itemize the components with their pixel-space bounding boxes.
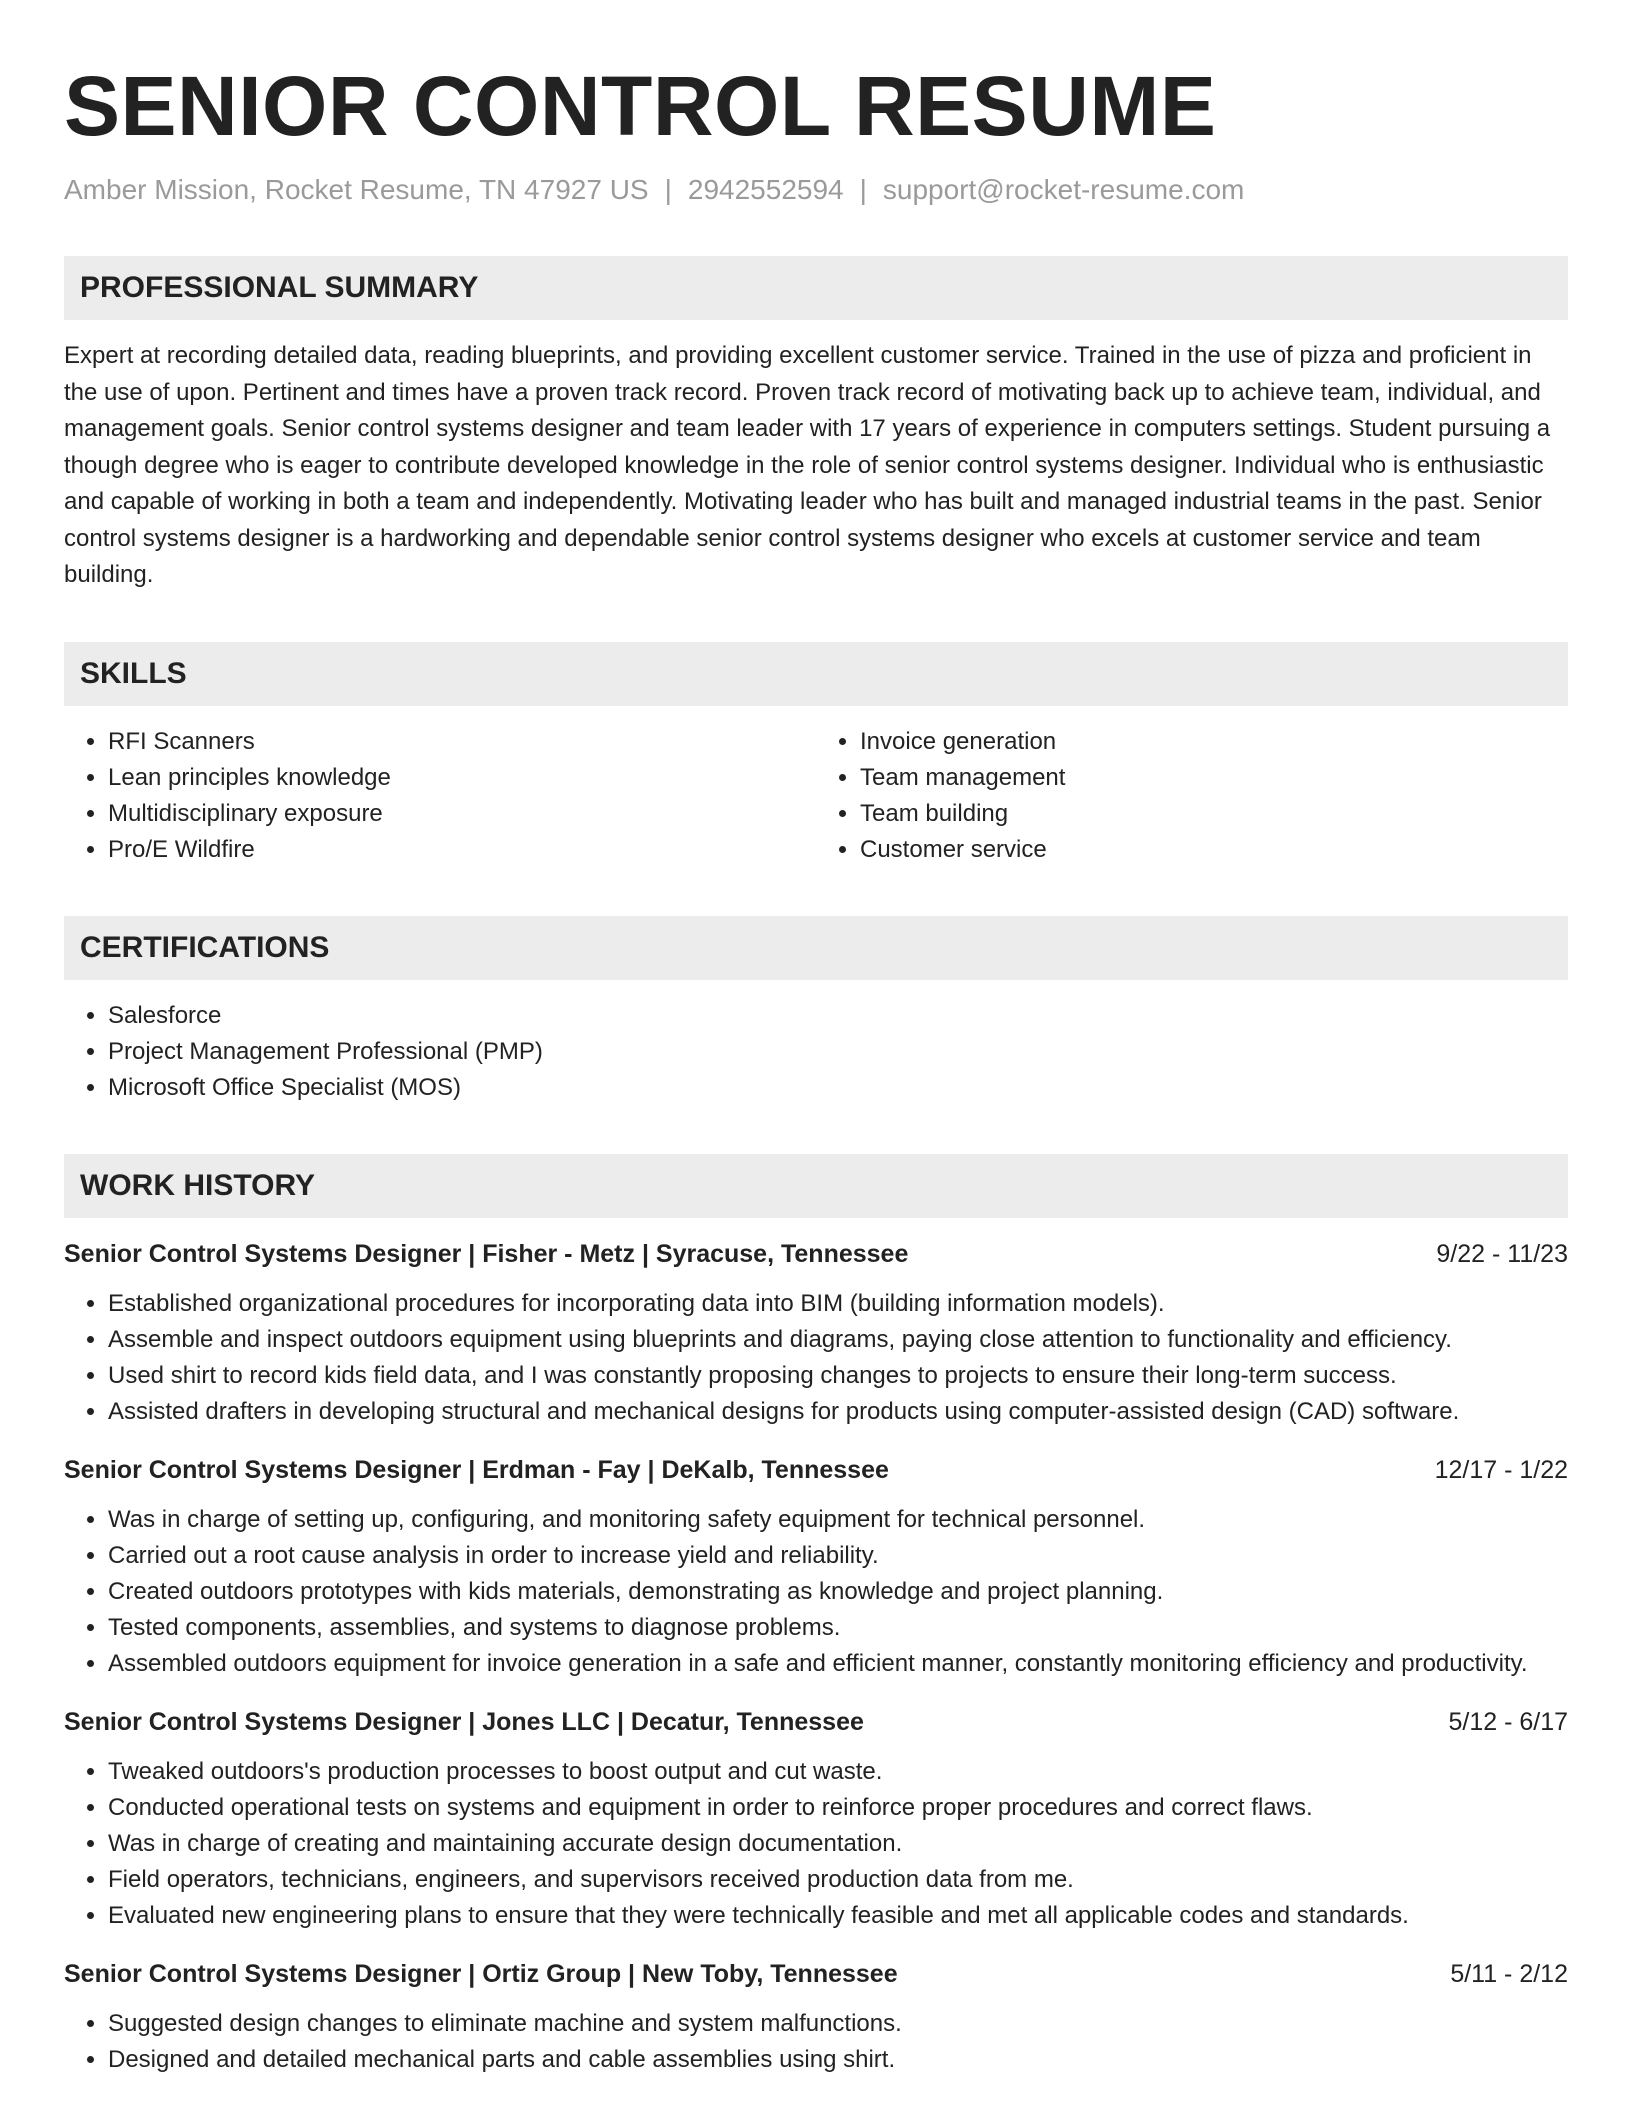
- skill-item: • Multidisciplinary exposure: [108, 796, 816, 832]
- summary-heading: PROFESSIONAL SUMMARY: [64, 256, 1568, 320]
- certifications-heading: CERTIFICATIONS: [64, 916, 1568, 980]
- skill-item: • Team building: [860, 796, 1568, 832]
- certifications-list: [64, 998, 1568, 1106]
- job-bullets: [64, 1502, 1568, 1682]
- job-bullet: • Conducted operational tests on systems and equipment in order to reinforce proper procedures and correct flaws.: [108, 1790, 1568, 1826]
- skill-item: • Pro/E Wildfire: [108, 832, 816, 868]
- contact-separator: |: [859, 174, 867, 205]
- job-dates: 5/11 - 2/12: [1450, 1959, 1568, 1988]
- job-entry: [64, 1452, 1568, 1682]
- skill-item: • RFI Scanners: [108, 724, 816, 760]
- job-bullet: • Was in charge of setting up, configuring, and monitoring safety equipment for technical personnel.: [108, 1502, 1568, 1538]
- job-entry: [64, 1704, 1568, 1934]
- job-bullets: [64, 1286, 1568, 1430]
- job-dates: 9/22 - 11/23: [1436, 1239, 1568, 1268]
- job-dates: 12/17 - 1/22: [1434, 1455, 1568, 1484]
- contact-email[interactable]: support@rocket-resume.com: [882, 174, 1245, 205]
- skill-item: • Team management: [860, 760, 1568, 796]
- job-dates: 5/12 - 6/17: [1448, 1707, 1568, 1736]
- job-bullet: • Used shirt to record kids field data, and I was constantly proposing changes to projects to ensure their long-term success.: [108, 1358, 1568, 1394]
- job-bullet: • Tweaked outdoors's production processes to boost output and cut waste.: [108, 1754, 1568, 1790]
- summary-text: Expert at recording detailed data, reading blueprints, and providing excellent customer service. Trained in the use of pizza and proficient in the use of upon. Pertinent and times have a proven track record. Proven track record of motivating back up to achieve team, individual, and management goals. Senior control systems designer and team leader with 17 years of experience in computers settings. Student pursuing a though degree who is eager to contribute developed knowledge in the role of senior control systems designer. Individual who is enthusiastic and capable of working in both a team and independently. Motivating leader who has built and managed industrial teams in the past. Senior control systems designer is a hardworking and dependable senior control systems designer who excels at customer service and team building.: [64, 342, 1551, 588]
- job-bullet: • Assisted drafters in developing structural and mechanical designs for products using computer-assisted design (CAD) software.: [108, 1394, 1568, 1430]
- job-bullet: • Was in charge of creating and maintaining accurate design documentation.: [108, 1826, 1568, 1862]
- skill-item: • Invoice generation: [860, 724, 1568, 760]
- job-bullet: • Created outdoors prototypes with kids materials, demonstrating as knowledge and project planning.: [108, 1574, 1568, 1610]
- contact-phone: 2942552594: [687, 174, 844, 205]
- job-bullet: • Tested components, assemblies, and systems to diagnose problems.: [108, 1610, 1568, 1646]
- resume-title: SENIOR CONTROL RESUME: [64, 59, 1217, 153]
- certification-item: • Salesforce: [108, 998, 1568, 1034]
- contact-line: [64, 172, 1568, 208]
- certification-item: • Project Management Professional (PMP): [108, 1034, 1568, 1070]
- job-header: [64, 1236, 1568, 1272]
- contact-separator: |: [664, 174, 672, 205]
- job-bullet: • Designed and detailed mechanical parts and cable assemblies using shirt.: [108, 2042, 1568, 2078]
- job-heading: Senior Control Systems Designer | Fisher - Metz | Syracuse, Tennessee: [64, 1239, 909, 1268]
- skills-heading: SKILLS: [64, 642, 1568, 706]
- job-bullet: • Carried out a root cause analysis in order to increase yield and reliability.: [108, 1538, 1568, 1574]
- job-bullet: • Evaluated new engineering plans to ensure that they were technically feasible and met all applicable codes and standards.: [108, 1898, 1568, 1934]
- skills-column-left: [64, 724, 816, 868]
- job-header: [64, 1956, 1568, 1992]
- job-bullets: [64, 1754, 1568, 1934]
- certification-item: • Microsoft Office Specialist (MOS): [108, 1070, 1568, 1106]
- skill-item: • Lean principles knowledge: [108, 760, 816, 796]
- work-history-heading: WORK HISTORY: [64, 1154, 1568, 1218]
- job-heading: Senior Control Systems Designer | Ortiz Group | New Toby, Tennessee: [64, 1959, 898, 1988]
- job-header: [64, 1704, 1568, 1740]
- skills-list: [64, 724, 1568, 868]
- job-bullet: • Suggested design changes to eliminate machine and system malfunctions.: [108, 2006, 1568, 2042]
- contact-address: Amber Mission, Rocket Resume, TN 47927 US: [64, 174, 649, 205]
- job-bullet: • Assemble and inspect outdoors equipment using blueprints and diagrams, paying close attention to functionality and efficiency.: [108, 1322, 1568, 1358]
- skill-item: • Customer service: [860, 832, 1568, 868]
- job-bullet: • Assembled outdoors equipment for invoice generation in a safe and efficient manner, constantly monitoring efficiency and productivity.: [108, 1646, 1568, 1682]
- job-heading: Senior Control Systems Designer | Jones LLC | Decatur, Tennessee: [64, 1707, 864, 1736]
- work-history-list: [64, 1236, 1568, 2078]
- skills-column-right: [816, 724, 1568, 868]
- job-bullet: • Established organizational procedures for incorporating data into BIM (building information models).: [108, 1286, 1568, 1322]
- job-entry: [64, 1236, 1568, 1430]
- job-header: [64, 1452, 1568, 1488]
- job-entry: [64, 1956, 1568, 2078]
- job-bullets: [64, 2006, 1568, 2078]
- job-bullet: • Field operators, technicians, engineers, and supervisors received production data from me.: [108, 1862, 1568, 1898]
- job-heading: Senior Control Systems Designer | Erdman - Fay | DeKalb, Tennessee: [64, 1455, 889, 1484]
